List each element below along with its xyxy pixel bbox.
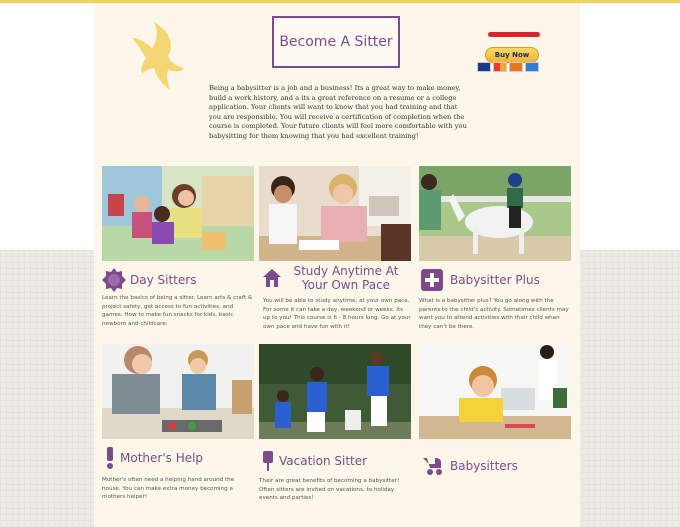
section-text-mothers-help: Mother's often need a helping hand around the house. You can make extra money becoming a mothers helper! xyxy=(102,477,235,501)
buy-now-button[interactable]: Buy Now xyxy=(485,47,539,63)
mastercard-card-icon xyxy=(493,62,507,72)
bird-logo-icon xyxy=(128,20,184,92)
study-photo xyxy=(259,166,411,261)
badge-icon xyxy=(102,268,126,292)
amex-card-icon xyxy=(525,62,539,72)
discover-card-icon xyxy=(509,62,523,72)
section-title-vacation-sitter: Vacation Sitter xyxy=(279,454,368,468)
babysitter-plus-photo xyxy=(419,166,571,261)
vacation-sitter-photo xyxy=(259,344,411,439)
section-title-mothers-help: Mother's Help xyxy=(120,451,204,465)
stroller-icon xyxy=(421,456,443,476)
section-title-day-sitters: Day Sitters xyxy=(130,273,197,287)
plus-icon xyxy=(421,269,443,291)
section-text-study-anytime: You will be able to study anytime, at your own pace. For some it can take a day, weekend or weeks. Its up to you! This course is 6 - 8 hours long. Go at your own pace and have fun with it! xyxy=(263,298,411,330)
page-title: Become A Sitter xyxy=(272,16,400,68)
section-title-babysitter-plus: Babysitter Plus xyxy=(450,273,540,287)
section-text-vacation-sitter: Their are great benefits of becoming a babysitter! Often sitters are invited on vacations, to holiday events and parties! xyxy=(259,478,400,502)
section-text-day-sitters: Learn the basics of being a sitter. Learn arts & craft & project safety, get access to fun activities, and games. How to make fun snacks for kids, basic newborn and childcare. xyxy=(102,295,253,327)
section-title-babysitters: Babysitters xyxy=(450,459,518,473)
day-sitters-photo xyxy=(102,166,254,261)
home-icon xyxy=(262,268,282,288)
payment-cards xyxy=(477,62,539,72)
luggage-icon xyxy=(262,451,274,471)
visa-card-icon xyxy=(477,62,491,72)
crossed-price xyxy=(488,30,540,38)
section-text-babysitter-plus: What is a babysitter plus? You go along with the parents to the child's activity. Sometimes clients may want you to attend activities with their child when they can't be there. xyxy=(419,298,569,330)
section-title-study-anytime: Study Anytime At Your Own Pace xyxy=(293,264,399,292)
babysitters-photo xyxy=(419,344,571,439)
mothers-help-photo xyxy=(102,344,254,439)
exclamation-icon xyxy=(105,447,115,469)
intro-paragraph: Being a babysitter is a job and a business! Its a great way to make money, build a work history, and a its a great reference on a resume or a college application. Your clients will want to know that you had training and that you are responsible. You will receive a certification of completion when the course is completed. Your future clients will feel more comfortable with you babysitting for them knowing that you had excellent training! xyxy=(209,84,467,140)
